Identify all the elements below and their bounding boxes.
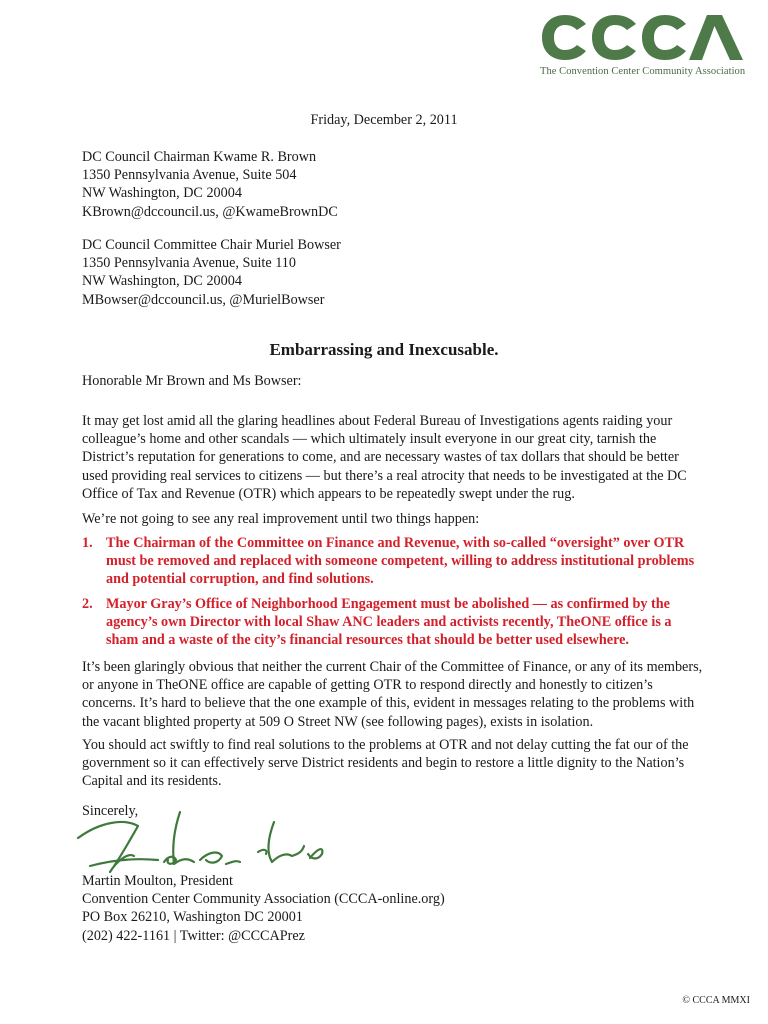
body-paragraph-3: It’s been glaringly obvious that neither the current Chair of the Committee of Finance, or any of its members, or anyone in TheONE office are capable of getting OTR to respond directly and honestly to citizen’s concerns. It’s hard to believe that the one example of this, evident in messages relating to the problems with the vacant blighted property at 509 O Street NW (see following pages), exists in isolation. [82,659,703,730]
signer-name: Martin Moulton, President [82,873,233,889]
letter-heading: Embarrassing and Inexcusable. [269,340,499,359]
body-paragraph-4: You should act swiftly to find real solutions to the problems at OTR and not delay cutting the fat our of the government so it can effectively serve District residents and begin to restore a little dignity to the Nation’s Capital and its residents. [82,737,689,790]
recipient-contact: KBrown@dccouncil.us, @KwameBrownDC [82,203,338,220]
demand-text: Mayor Gray’s Office of Neighborhood Engagement must be abolished — as confirmed by the agency’s own Director with local Shaw ANC leaders and activists recently, TheONE office is a sham and a waste of the city’s financial resources that should be better used elsewhere. [106,595,672,649]
logo-tagline: The Convention Center Community Association [540,66,746,77]
body-paragraph-1: It may get lost amid all the glaring headlines about Federal Bureau of Investigations agents raiding your colleague’s home and other scandals — which ultimately insult everyone in our great city, tarnish the District’s reputation for generations to come, and are necessary wastes of tax dollars that should be better used providing real services to citizens — but there’s a real atrocity that needs to be investigated at the DC Office of Tax and Revenue (OTR) which appears to be repeatedly swept under the rug. [82,413,687,502]
body-paragraph-2: We’re not going to see any real improvement until two things happen: [82,511,480,527]
recipient-city: NW Washington, DC 20004 [82,273,242,290]
signer-contact: (202) 422-1161 | Twitter: @CCCAPrez [82,927,305,944]
signer-block [82,872,712,945]
recipient-name: DC Council Committee Chair Muriel Bowser [82,237,341,253]
recipient-city: NW Washington, DC 20004 [82,185,242,202]
demand-text: The Chairman of the Committee on Finance and Revenue, with so-called “oversight” over OTR must be removed and replaced with someone competent, willing to address institutional problems and potential corruption, and find solutions. [106,535,695,588]
recipient-contact: MBowser@dccouncil.us, @MurielBowser [82,291,325,308]
recipient-street: 1350 Pennsylvania Avenue, Suite 110 [82,255,296,272]
demand-item [82,534,707,589]
letter-date: Friday, December 2, 2011 [310,112,458,128]
demand-number: 1. [82,535,93,551]
signer-address: PO Box 26210, Washington DC 20001 [82,909,303,926]
recipient-address-2 [82,236,712,309]
salutation: Honorable Mr Brown and Ms Bowser: [82,373,302,389]
recipient-name: DC Council Chairman Kwame R. Brown [82,149,317,165]
closing: Sincerely, [82,803,139,819]
ccca-logo [540,12,750,77]
signer-organization: Convention Center Community Association (CCCA-online.org) [82,891,445,908]
demand-number: 2. [82,595,93,612]
demand-item [82,595,707,650]
recipient-address-1 [82,148,712,221]
ccca-logo-mark [540,12,745,64]
copyright-notice: © CCCA MMXI [682,995,750,1006]
recipient-street: 1350 Pennsylvania Avenue, Suite 504 [82,167,297,184]
demands-list [82,534,707,655]
